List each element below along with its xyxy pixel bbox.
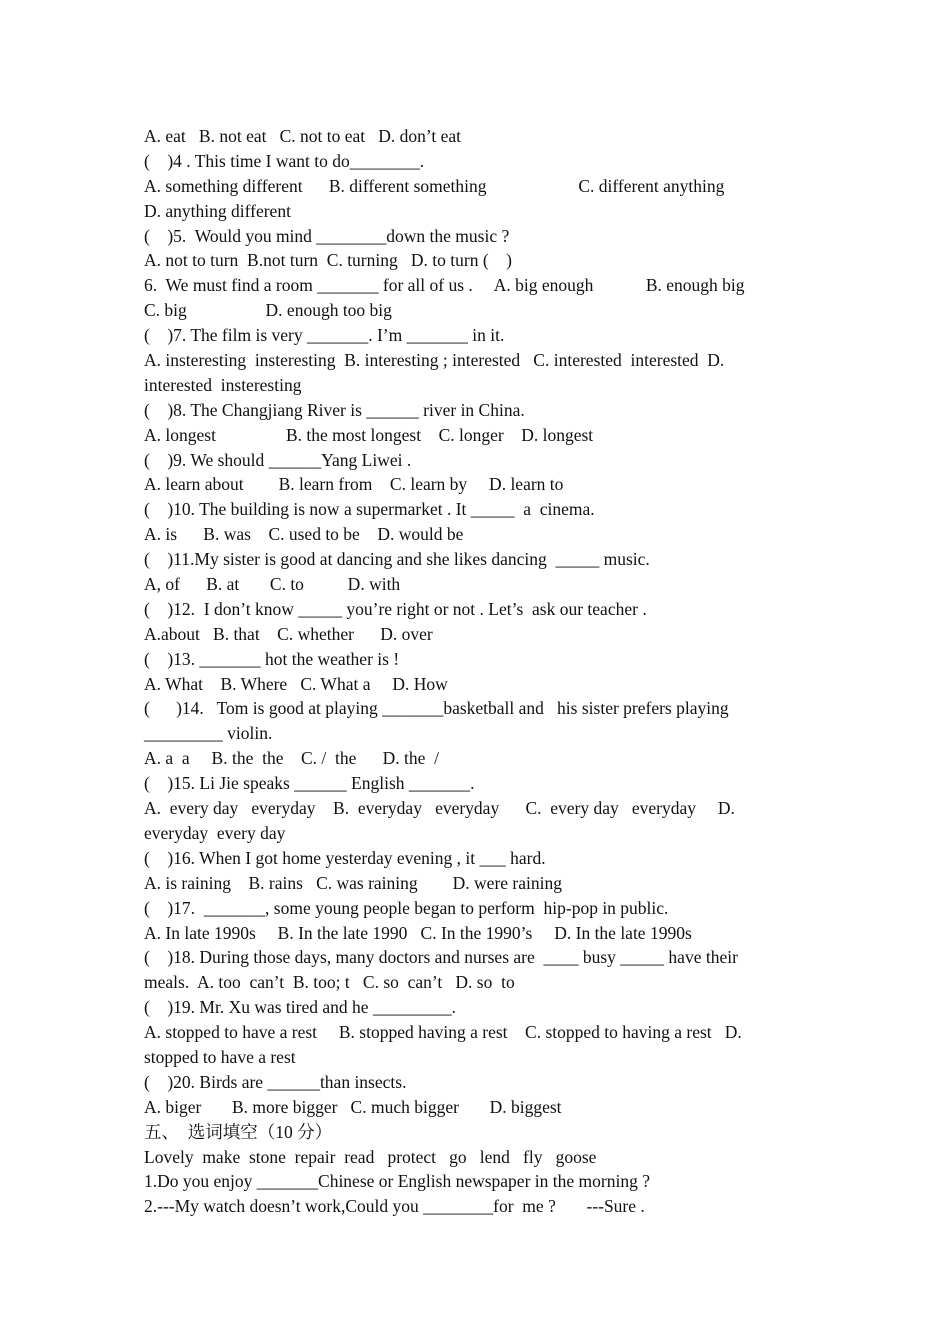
document-page: [144, 124, 806, 1219]
options-line: A. longest B. the most longest C. longer D. longest: [144, 424, 594, 445]
question-line: ( )17. _______, some young people began to perform hip-pop in public.: [144, 897, 669, 918]
question-line: ( )20. Birds are ______than insects.: [144, 1071, 407, 1092]
options-line: meals. A. too can’t B. too; t C. so can’t D. so to: [144, 972, 515, 993]
options-line: A.about B. that C. whether D. over: [144, 623, 433, 644]
options-line: everyday every day: [144, 822, 286, 843]
options-line: A. learn about B. learn from C. learn by D. learn to: [144, 474, 564, 495]
options-line: A. not to turn B.not turn C. turning D. to turn ( ): [144, 250, 512, 271]
options-line: A. stopped to have a rest B. stopped having a rest C. stopped to having a rest D.: [144, 1022, 742, 1043]
options-line: A. a a B. the the C. / the D. the /: [144, 748, 440, 769]
question-line: ( )11.My sister is good at dancing and she likes dancing _____ music.: [144, 549, 650, 570]
options-line: A. is B. was C. used to be D. would be: [144, 524, 464, 545]
options-line: stopped to have a rest: [144, 1046, 296, 1067]
text-line: A. eat B. not eat C. not to eat D. don’t eat: [144, 126, 462, 146]
question-line: ( )4 . This time I want to do________.: [144, 150, 425, 171]
question-line: ( )15. Li Jie speaks ______ English _______.: [144, 773, 475, 794]
question-line: ( )14. Tom is good at playing _______basketball and his sister prefers playing: [144, 698, 729, 719]
options-line: A. something different B. different something C. different anything: [144, 175, 725, 196]
question-line: ( )9. We should ______Yang Liwei .: [144, 449, 412, 470]
options-line: A. In late 1990s B. In the late 1990 C. In the 1990’s D. In the late 1990s: [144, 922, 692, 943]
options-line: A. insteresting insteresting B. interesting ; interested C. interested interested D.: [144, 350, 725, 371]
options-line: A. every day everyday B. everyday everyday C. every day everyday D.: [144, 798, 735, 819]
question-line: ( )18. During those days, many doctors and nurses are ____ busy _____ have their: [144, 947, 738, 968]
fill-in-line: 1.Do you enjoy _______Chinese or English newspaper in the morning ?: [144, 1171, 650, 1192]
options-line: A. biger B. more bigger C. much bigger D. biggest: [144, 1096, 562, 1117]
fill-in-line: 2.---My watch doesn’t work,Could you ________for me ? ---Sure .: [144, 1196, 645, 1217]
question-line: ( )12. I don’t know _____ you’re right or not . Let’s ask our teacher .: [144, 598, 647, 619]
question-line: ( )16. When I got home yesterday evening , it ___ hard.: [144, 847, 546, 868]
question-line: ( )19. Mr. Xu was tired and he _________.: [144, 997, 457, 1018]
section-heading: 五、 选词填空（10 分）: [144, 1121, 333, 1142]
question-line: ( )7. The film is very _______. I’m _______ in it.: [144, 325, 505, 346]
options-line: D. anything different: [144, 200, 291, 221]
question-line: ( )13. _______ hot the weather is !: [144, 648, 400, 669]
options-line: interested insteresting: [144, 374, 302, 395]
question-line: ( )5. Would you mind ________down the music ?: [144, 225, 510, 246]
word-bank: Lovely make stone repair read protect go lend fly goose: [144, 1146, 597, 1167]
question-line: _________ violin.: [144, 723, 273, 744]
options-line: C. big D. enough too big: [144, 300, 392, 321]
options-line: A. What B. Where C. What a D. How: [144, 673, 448, 694]
options-line: A, of B. at C. to D. with: [144, 574, 401, 595]
question-line: ( )8. The Changjiang River is ______ river in China.: [144, 399, 525, 420]
question-line: 6. We must find a room _______ for all of us . A. big enough B. enough big: [144, 275, 745, 296]
options-line: A. is raining B. rains C. was raining D. were raining: [144, 872, 562, 893]
question-line: ( )10. The building is now a supermarket . It _____ a cinema.: [144, 499, 595, 520]
